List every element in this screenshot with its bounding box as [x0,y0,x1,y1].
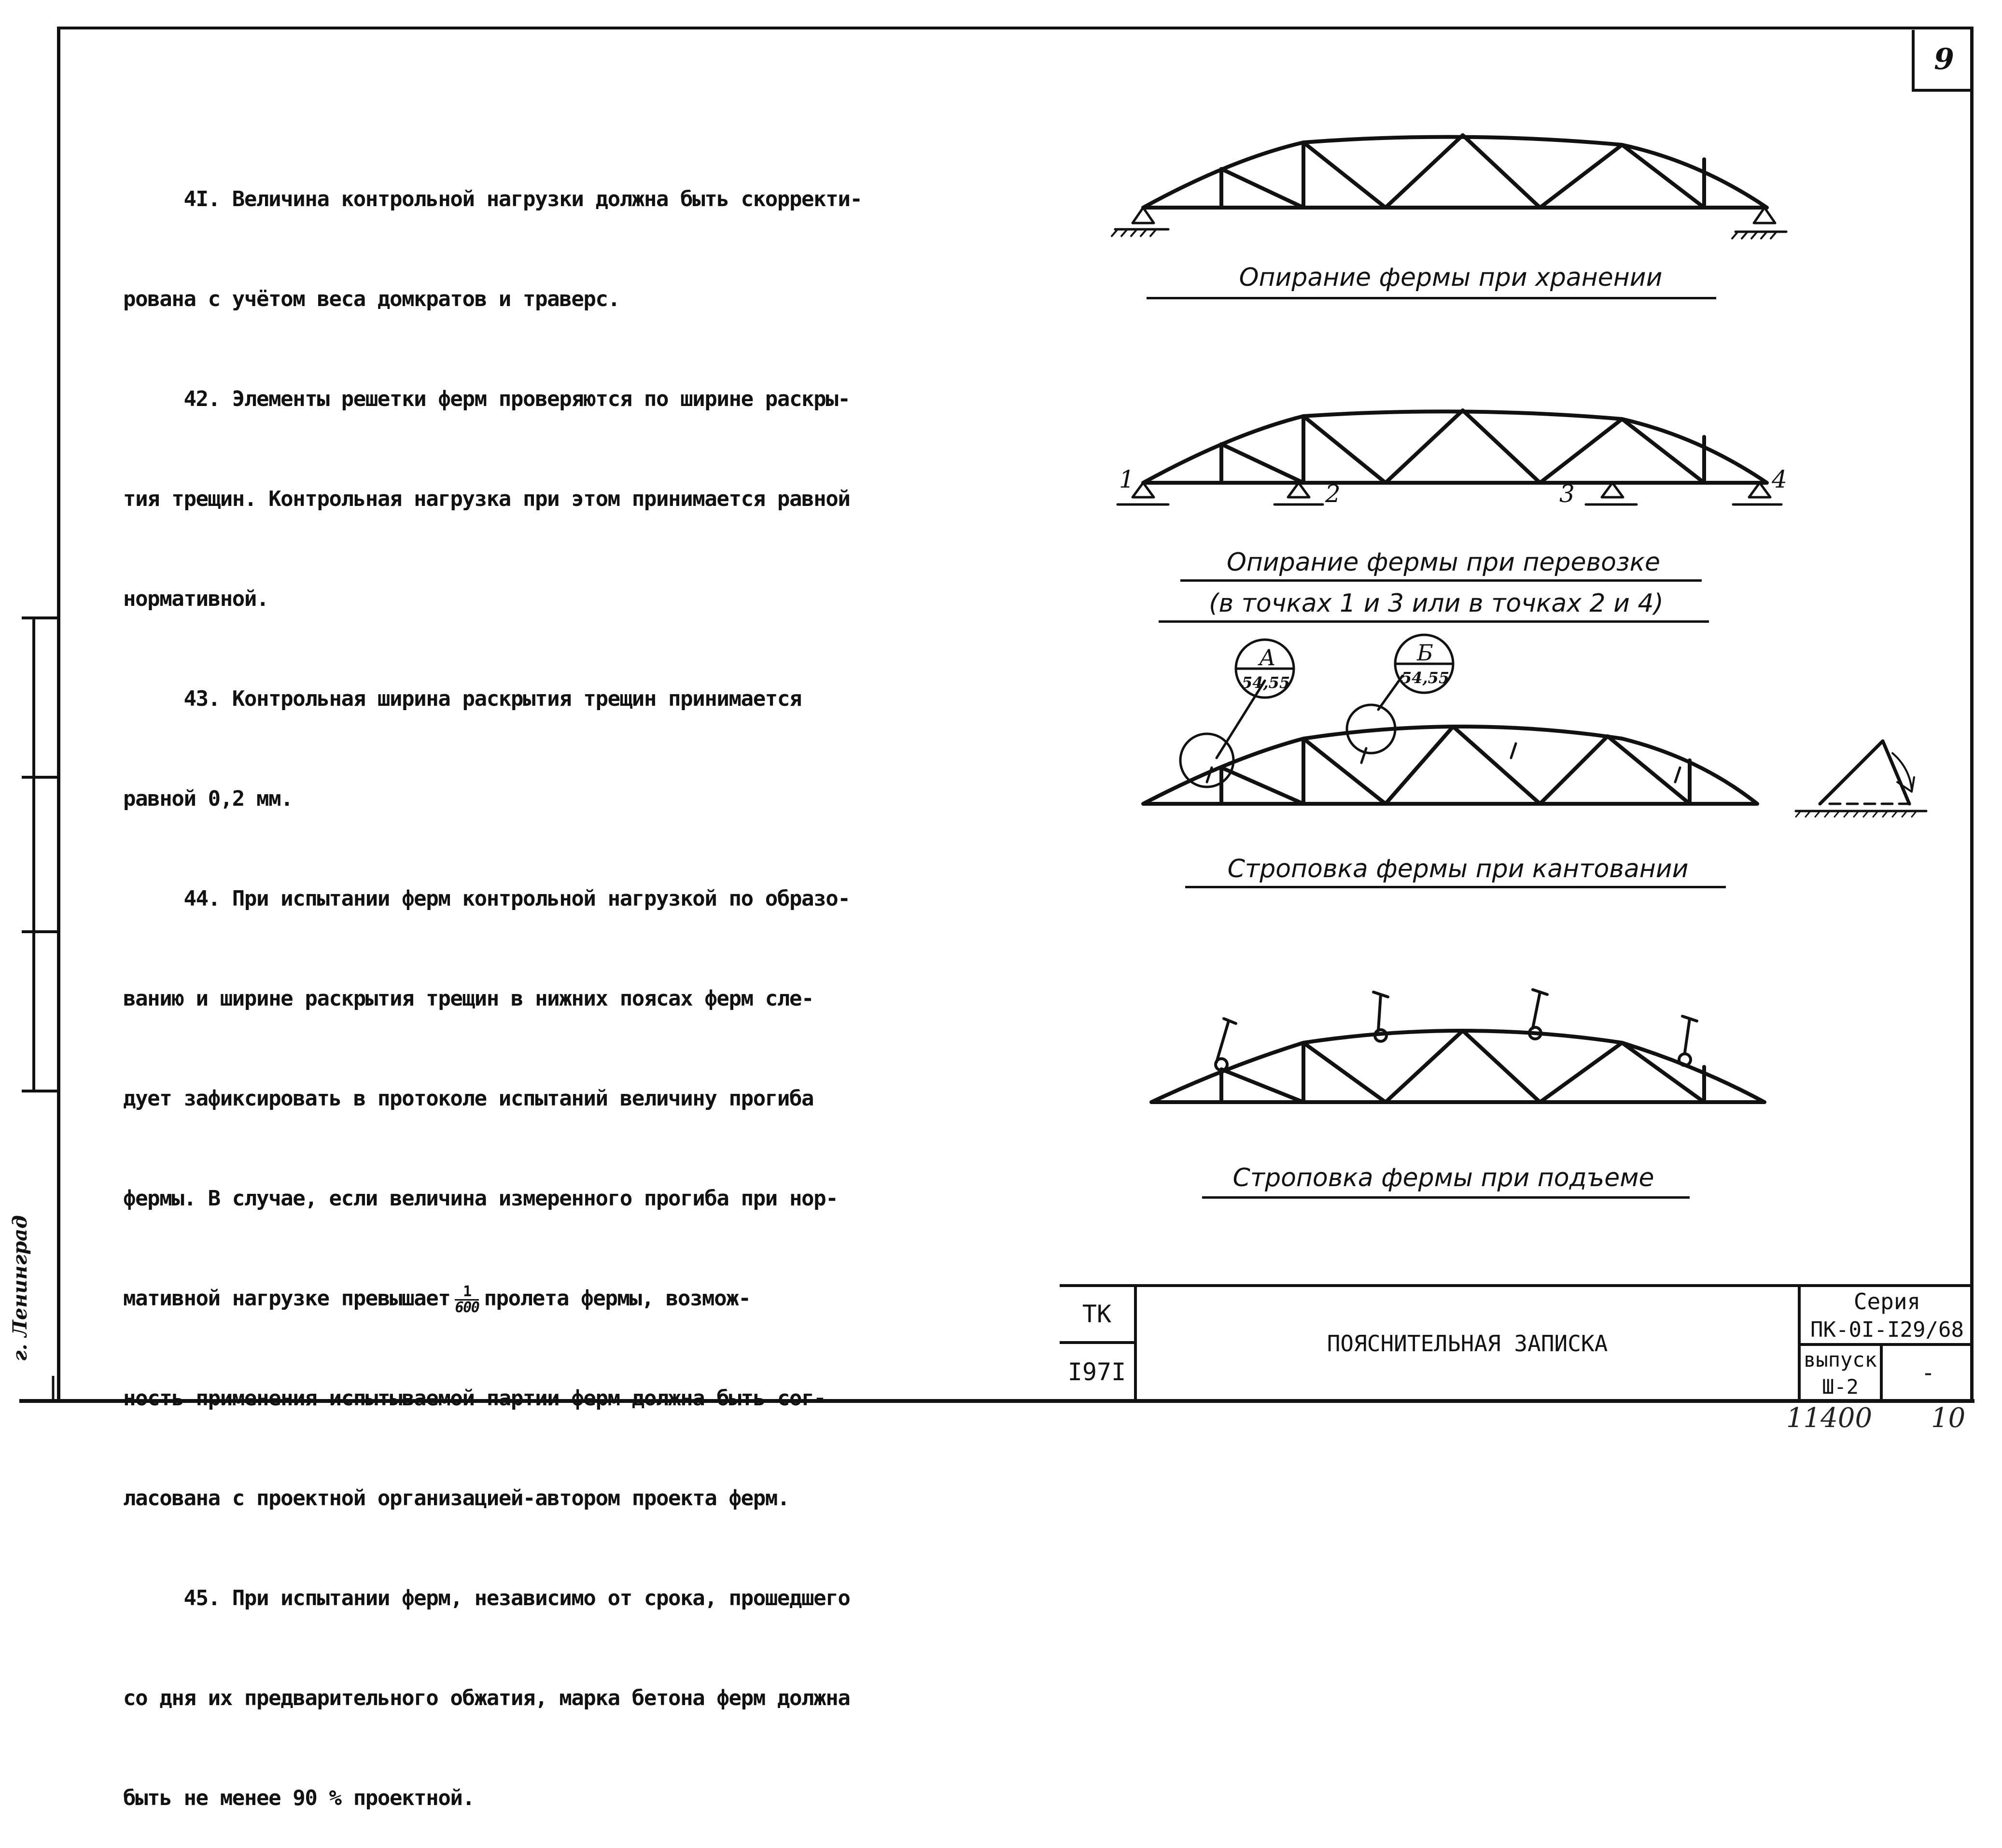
transport-point-4: 4 [1772,465,1787,493]
paragraph-42-line: 42. Элементы решетки ферм проверяются по ширине раскры- [123,387,850,411]
caption-transport-points: (в точках 1 и 3 или в точках 2 и 4) [1209,589,1664,618]
paragraph-44-line: ность применения испытываемой партии ферм должна быть сог- [123,1386,826,1411]
paragraph-45-line: 45. При испытании ферм, независимо от срока, прошедшего [123,1586,850,1610]
page-number: 9 [1912,30,1974,92]
sheet-cell: - [1921,1359,1935,1386]
paragraph-45-line: быть не менее 90 % проектной. [123,1786,475,1810]
transport-point-1: 1 [1119,465,1134,493]
marker-a-ref: 54,55 [1242,673,1290,692]
transport-point-2: 2 [1325,480,1341,508]
marker-b: Б [1417,640,1433,666]
paragraph-42-line: тия трещин. Контрольная нагрузка при этом принимается равной [123,487,850,511]
marker-a: А [1259,644,1276,671]
paragraph-44-line: фермы. В случае, если величина измеренного прогиба при нор- [123,1186,838,1211]
issue-value: Ш-2 [1801,1373,1883,1400]
paragraph-44-line: дует зафиксировать в протоколе испытаний величину прогиба [123,1086,814,1111]
paragraph-42-line: нормативной. [123,587,269,611]
year-cell: I97I [1060,1344,1137,1400]
sheet-title: ПОЯСНИТЕЛЬНАЯ ЗАПИСКА [1137,1287,1801,1400]
paragraph-44-line: 44. При испытании ферм контрольной нагрузкой по образо- [123,886,850,911]
fraction-denominator: 600 [455,1299,479,1316]
paragraph-44-text: пролета фермы, возмож- [484,1286,751,1311]
marker-b-ref: 54,55 [1401,669,1450,687]
series-label: Серия [1853,1288,1921,1315]
paragraph-43-line: 43. Контрольная ширина раскрытия трещин принимается [123,686,802,711]
caption-storage: Опирание фермы при хранении [1239,263,1663,292]
sheet-number-note: 10 [1931,1402,1966,1434]
paragraph-43-line: равной 0,2 мм. [123,786,293,811]
issue-label: выпуск [1801,1346,1883,1373]
archive-code: 11400 [1786,1402,1873,1434]
transport-point-3: 3 [1559,480,1575,508]
title-block [1060,1284,1974,1400]
series-value: ПК-0I-I29/68 [1801,1316,1974,1346]
caption-tilting: Строповка фермы при кантовании [1227,854,1689,883]
city-label: г. Ленинград [9,1215,31,1361]
paragraph-45-line: со дня их предварительного обжатия, марка бетона ферм должна [123,1686,850,1710]
paragraph-44-line: ласована с проектной организацией-автором проекта ферм. [123,1486,789,1511]
paragraph-41-line: рована с учётом веса домкратов и траверс. [123,287,620,311]
caption-lifting: Строповка фермы при подъеме [1232,1163,1654,1192]
org-cell: ТК [1060,1287,1137,1344]
caption-transport: Опирание фермы при перевозке [1226,548,1660,577]
paragraph-41-line: 4I. Величина контрольной нагрузки должна быть скорректи- [123,187,862,211]
paragraph-44-line: ванию и ширине раскрытия трещин в нижних поясах ферм сле- [123,986,814,1011]
paragraph-44-text: мативной нагрузке превышает [123,1286,450,1311]
fraction-numerator: 1 [455,1285,479,1301]
